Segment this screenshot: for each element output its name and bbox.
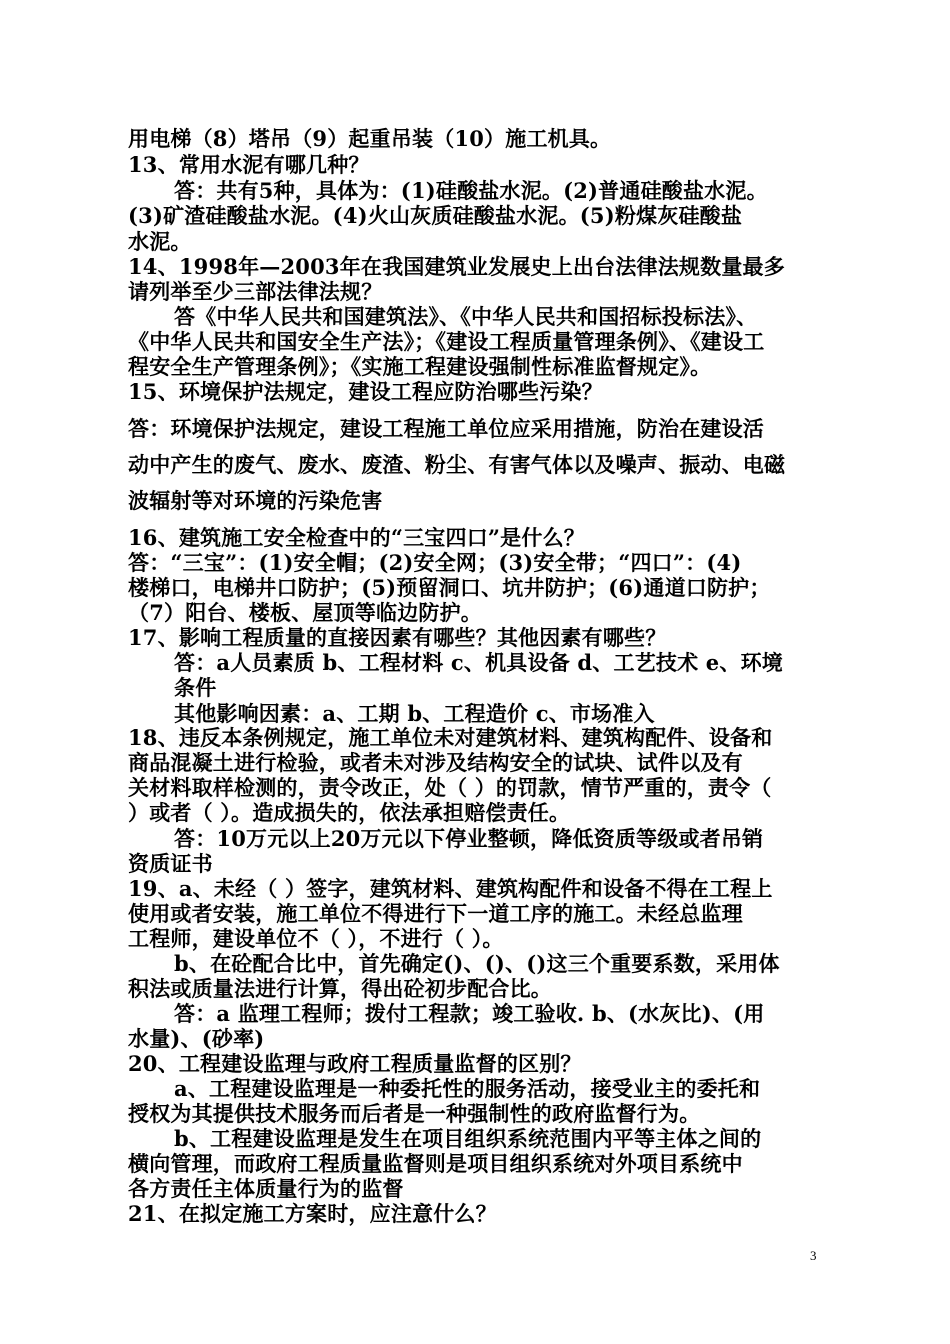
answer-17-line-2: 条件 <box>174 675 217 700</box>
answer-15-line-2: 动中产生的废气、废水、废渣、粉尘、有害气体以及噪声、振动、电磁 <box>128 452 786 477</box>
answer-18-line-1: 答：10万元以上20万元以下停业整顿，降低资质等级或者吊销 <box>174 826 764 851</box>
answer-13-line-2: (3)矿渣硅酸盐水泥。(4)火山灰质硅酸盐水泥。(5)粉煤灰硅酸盐 <box>128 203 743 228</box>
answer-16-line-1: 答：“三宝”：(1)安全帽；(2)安全网；(3)安全带；“四口”：(4) <box>128 550 742 575</box>
answer-17-line-3: 其他影响因素：a、工期 b、工程造价 c、市场准入 <box>174 701 655 726</box>
question-19-line-5: 积法或质量法进行计算，得出砼初步配合比。 <box>128 976 552 1001</box>
answer-19-line-2: 水量)、(砂率) <box>128 1026 265 1051</box>
question-14-line-1: 14、1998年—2003年在我国建筑业发展史上出台法律法规数量最多 <box>128 254 785 279</box>
answer-20-line-4: 横向管理，而政府工程质量监督则是项目组织系统对外项目系统中 <box>128 1151 743 1176</box>
answer-15-line-3: 波辐射等对环境的污染危害 <box>128 488 383 513</box>
answer-16-line-2: 楼梯口，电梯井口防护；(5)预留洞口、坑井防护；(6)通道口防护； <box>128 575 771 600</box>
answer-16-line-3: （7）阳台、楼板、屋顶等临边防护。 <box>128 600 483 625</box>
question-19-line-4: b、在砼配合比中，首先确定()、()、()这三个重要系数，采用体 <box>174 951 780 976</box>
answer-20-line-2: 授权为其提供技术服务而后者是一种强制性的政府监督行为。 <box>128 1101 701 1126</box>
answer-13-line-1: 答：共有5种，具体为：(1)硅酸盐水泥。(2)普通硅酸盐水泥。 <box>174 178 768 203</box>
answer-20-line-3: b、工程建设监理是发生在项目组织系统范围内平等主体之间的 <box>174 1126 762 1151</box>
question-16: 16、建筑施工安全检查中的“三宝四口”是什么？ <box>128 525 585 550</box>
question-14-line-2: 请列举至少三部法律法规？ <box>128 279 383 304</box>
answer-20-line-5: 各方责任主体质量行为的监督 <box>128 1176 404 1201</box>
question-19-line-1: 19、a、未经（ ）签字，建筑材料、建筑构配件和设备不得在工程上 <box>128 876 773 901</box>
question-21: 21、在拟定施工方案时，应注意什么？ <box>128 1201 497 1226</box>
answer-19-line-1: 答：a 监理工程师；拨付工程款；竣工验收. b、(水灰比)、(用 <box>174 1001 765 1026</box>
answer-17-line-1: 答：a人员素质 b、工程材料 c、机具设备 d、工艺技术 e、环境 <box>174 650 783 675</box>
answer-15-line-1: 答：环境保护法规定，建设工程施工单位应采用措施，防治在建设活 <box>128 416 764 441</box>
answer-20-line-1: a、工程建设监理是一种委托性的服务活动，接受业主的委托和 <box>174 1076 761 1101</box>
text-line-1: 用电梯（8）塔吊（9）起重吊装（10）施工机具。 <box>128 126 612 151</box>
question-20: 20、工程建设监理与政府工程质量监督的区别？ <box>128 1051 582 1076</box>
page-number: 3 <box>810 1248 817 1263</box>
answer-14-line-3: 程安全生产管理条例》；《实施工程建设强制性标准监督规定》。 <box>128 354 712 379</box>
question-13: 13、常用水泥有哪几种？ <box>128 152 370 177</box>
question-17: 17、影响工程质量的直接因素有哪些？其他因素有哪些？ <box>128 625 667 650</box>
answer-14-line-2: 《中华人民共和国安全生产法》；《建设工程质量管理条例》、《建设工 <box>128 329 765 354</box>
question-18-line-1: 18、违反本条例规定，施工单位未对建筑材料、建筑构配件、设备和 <box>128 725 773 750</box>
question-18-line-2: 商品混凝土进行检验，或者未对涉及结构安全的试块、试件以及有 <box>128 750 743 775</box>
answer-13-line-3: 水泥。 <box>128 229 192 254</box>
question-18-line-4: ）或者（ ）。造成损失的，依法承担赔偿责任。 <box>128 800 571 825</box>
answer-14-line-1: 答《中华人民共和国建筑法》、《中华人民共和国招标投标法》、 <box>174 304 758 329</box>
question-19-line-3: 工程师，建设单位不（ ），不进行（ ）。 <box>128 926 504 951</box>
question-18-line-3: 关材料取样检测的，责令改正，处（ ）的罚款，情节严重的，责令（ <box>128 775 772 800</box>
question-19-line-2: 使用或者安装，施工单位不得进行下一道工序的施工。未经总监理 <box>128 901 743 926</box>
question-15: 15、环境保护法规定，建设工程应防治哪些污染？ <box>128 379 603 404</box>
answer-18-line-2: 资质证书 <box>128 851 213 876</box>
